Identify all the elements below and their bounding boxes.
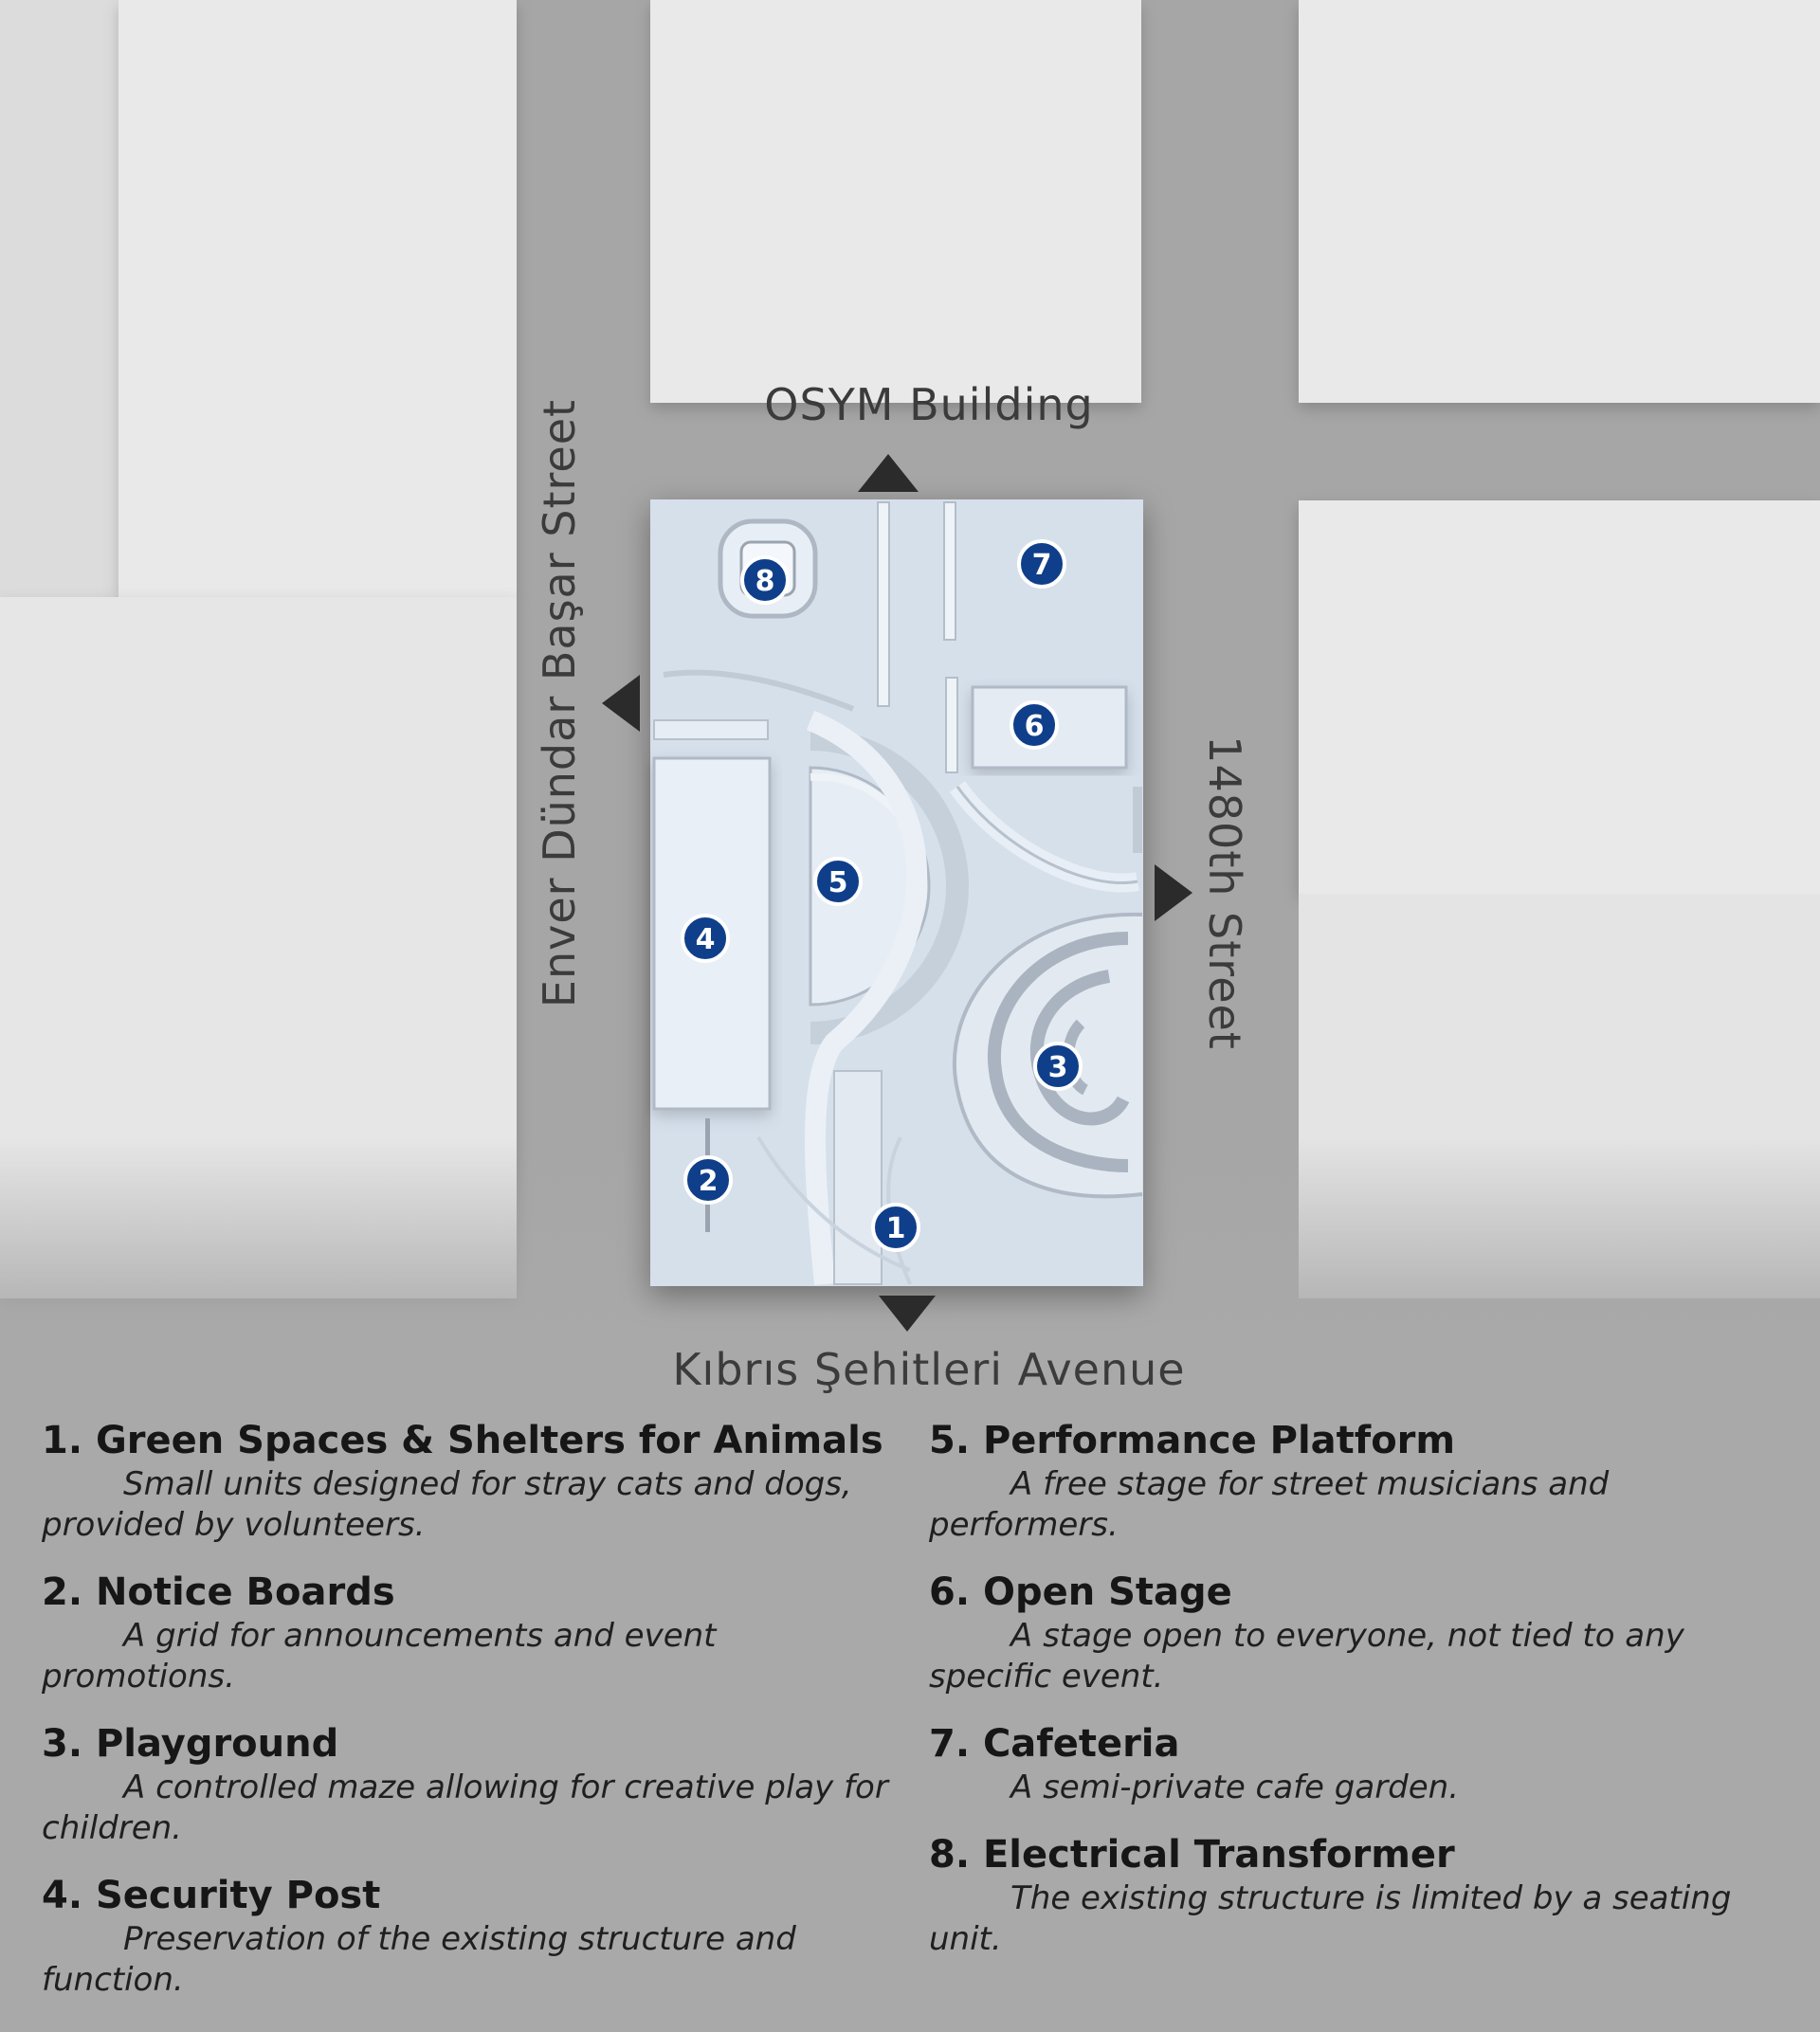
legend-item-2 <box>42 1569 914 1697</box>
marker-1[interactable] <box>873 1205 919 1250</box>
legend-item-title: 2. Notice Boards <box>42 1570 395 1614</box>
road-label-south: Kıbrıs Şehitleri Avenue <box>672 1344 1186 1395</box>
legend-item-title: 8. Electrical Transformer <box>929 1833 1455 1877</box>
marker-5[interactable] <box>815 859 861 904</box>
marker-8[interactable] <box>742 557 788 603</box>
legend <box>0 1417 1820 2023</box>
legend-column-right <box>929 1417 1801 1983</box>
legend-item-6 <box>929 1569 1801 1697</box>
legend-item-4 <box>42 1872 914 2001</box>
block <box>0 0 118 597</box>
marker-2[interactable] <box>685 1157 731 1203</box>
legend-item-3 <box>42 1720 914 1849</box>
legend-item-desc: A free stage for street musicians and performers. <box>929 1465 1610 1544</box>
legend-item-desc: Preservation of the existing structure and function. <box>42 1920 796 1999</box>
legend-item-desc: A controlled maze allowing for creative play for children. <box>42 1769 888 1847</box>
legend-item-5 <box>929 1417 1801 1546</box>
legend-item-8 <box>929 1831 1801 1960</box>
legend-item-title: 3. Playground <box>42 1722 339 1766</box>
marker-2-label: 2 <box>698 1165 719 1198</box>
marker-3-label: 3 <box>1047 1051 1068 1084</box>
legend-column-left <box>42 1417 914 2023</box>
legend-item-title: 5. Performance Platform <box>929 1419 1456 1462</box>
marker-6-label: 6 <box>1024 710 1045 743</box>
block <box>118 0 517 597</box>
marker-6[interactable] <box>1011 702 1057 748</box>
legend-item-title: 4. Security Post <box>42 1874 381 1917</box>
marker-8-label: 8 <box>755 565 775 598</box>
bench <box>654 720 768 739</box>
legend-item-title: 6. Open Stage <box>929 1570 1232 1614</box>
marker-1-label: 1 <box>885 1212 906 1245</box>
wall <box>946 678 957 772</box>
marker-7[interactable] <box>1019 541 1065 587</box>
wall <box>878 502 889 706</box>
legend-item-1 <box>42 1417 914 1546</box>
legend-item-title: 7. Cafeteria <box>929 1722 1180 1766</box>
legend-item-desc: The existing structure is limited by a seating unit. <box>929 1879 1732 1958</box>
legend-item-desc: A semi-private cafe garden. <box>1010 1769 1460 1806</box>
road-label-east: 1480th Street <box>1199 735 1250 1050</box>
road-label-north: OSYM Building <box>764 379 1094 430</box>
marker-4[interactable] <box>682 916 728 961</box>
legend-item-title: 1. Green Spaces & Shelters for Animals <box>42 1419 883 1462</box>
wall <box>944 502 956 640</box>
legend-item-desc: Small units designed for stray cats and dogs, provided by volunteers. <box>42 1465 852 1544</box>
marker-4-label: 4 <box>695 923 716 956</box>
block <box>1299 0 1820 403</box>
block <box>650 0 1141 403</box>
legend-item-desc: A grid for announcements and event promotions. <box>42 1617 717 1696</box>
legend-item-desc: A stage open to everyone, not tied to any specific event. <box>929 1617 1684 1696</box>
legend-item-7 <box>929 1720 1801 1808</box>
block <box>1299 500 1820 894</box>
marker-5-label: 5 <box>828 866 848 899</box>
marker-3[interactable] <box>1035 1043 1081 1089</box>
road-label-west: Enver Dündar Başar Street <box>534 398 585 1008</box>
marker-7-label: 7 <box>1031 549 1052 582</box>
